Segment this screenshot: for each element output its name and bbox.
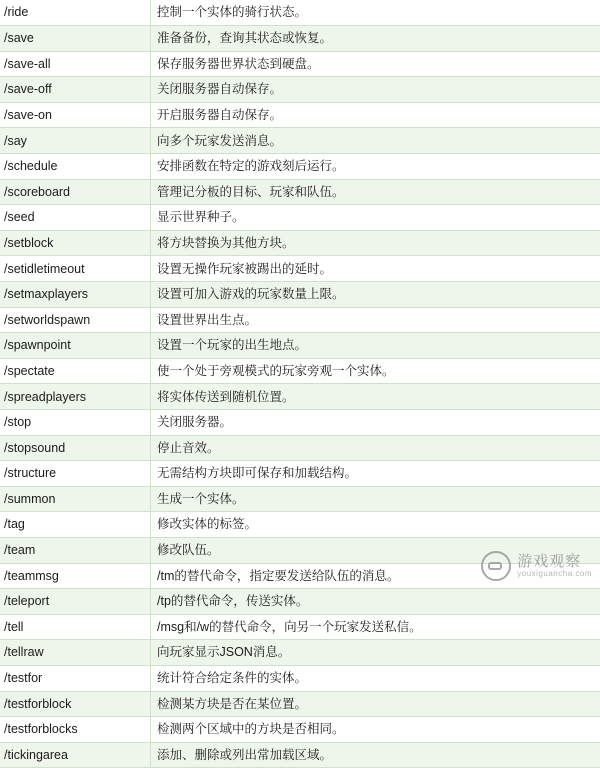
table-row [0, 691, 600, 717]
command-cell: /setworldspawn [0, 307, 151, 333]
description-cell: 统计符合给定条件的实体。 [151, 665, 600, 691]
description-cell: 生成一个实体。 [151, 486, 600, 512]
description-cell: 关闭服务器。 [151, 410, 600, 436]
description-cell: 将方块替换为其他方块。 [151, 230, 600, 256]
command-cell: /spreadplayers [0, 384, 151, 410]
description-cell: 设置一个玩家的出生地点。 [151, 333, 600, 359]
table-row [0, 179, 600, 205]
description-cell: 设置世界出生点。 [151, 307, 600, 333]
command-cell: /teleport [0, 589, 151, 615]
table-row [0, 461, 600, 487]
command-cell: /testforblock [0, 691, 151, 717]
table-row [0, 230, 600, 256]
description-cell: 检测两个区域中的方块是否相同。 [151, 717, 600, 743]
table-row [0, 512, 600, 538]
table-row [0, 665, 600, 691]
description-cell: 设置无操作玩家被踢出的延时。 [151, 256, 600, 282]
description-cell: 向多个玩家发送消息。 [151, 128, 600, 154]
table-row [0, 307, 600, 333]
description-cell: 向玩家显示JSON消息。 [151, 640, 600, 666]
table-row [0, 102, 600, 128]
watermark-title: 游戏观察 [517, 554, 592, 570]
command-cell: /teammsg [0, 563, 151, 589]
table-row [0, 717, 600, 743]
table-row [0, 256, 600, 282]
description-cell: 无需结构方块即可保存和加载结构。 [151, 461, 600, 487]
table-row [0, 742, 600, 768]
command-cell: /setidletimeout [0, 256, 151, 282]
command-cell: /save-on [0, 102, 151, 128]
description-cell: 使一个处于旁观模式的玩家旁观一个实体。 [151, 358, 600, 384]
table-row [0, 410, 600, 436]
command-cell: /say [0, 128, 151, 154]
table-row [0, 154, 600, 180]
description-cell: 保存服务器世界状态到硬盘。 [151, 51, 600, 77]
description-cell: 开启服务器自动保存。 [151, 102, 600, 128]
command-cell: /testfor [0, 665, 151, 691]
command-cell: /stop [0, 410, 151, 436]
watermark-subtitle: youxiguancha.com [517, 570, 592, 578]
command-cell: /structure [0, 461, 151, 487]
table-row [0, 128, 600, 154]
description-cell: 停止音效。 [151, 435, 600, 461]
table-row [0, 26, 600, 52]
command-cell: /setblock [0, 230, 151, 256]
command-cell: /team [0, 537, 151, 563]
command-cell: /save [0, 26, 151, 52]
description-cell: /msg和/w的替代命令，向另一个玩家发送私信。 [151, 614, 600, 640]
description-cell: /tp的替代命令，传送实体。 [151, 589, 600, 615]
command-cell: /spawnpoint [0, 333, 151, 359]
command-cell: /save-off [0, 77, 151, 103]
description-cell: 准备备份，查询其状态或恢复。 [151, 26, 600, 52]
table-row [0, 486, 600, 512]
table-row [0, 358, 600, 384]
table-row [0, 205, 600, 231]
command-cell: /spectate [0, 358, 151, 384]
description-cell: 检测某方块是否在某位置。 [151, 691, 600, 717]
command-cell: /save-all [0, 51, 151, 77]
table-row [0, 640, 600, 666]
table-row [0, 614, 600, 640]
table-row [0, 537, 600, 563]
command-cell: /tell [0, 614, 151, 640]
table-row [0, 589, 600, 615]
table-row [0, 77, 600, 103]
description-cell: 显示世界种子。 [151, 205, 600, 231]
table-row [0, 333, 600, 359]
command-cell: /setmaxplayers [0, 282, 151, 308]
description-cell: 控制一个实体的骑行状态。 [151, 0, 600, 26]
description-cell: /tm的替代命令，指定要发送给队伍的消息。 [151, 563, 600, 589]
description-cell: 安排函数在特定的游戏刻后运行。 [151, 154, 600, 180]
description-cell: 关闭服务器自动保存。 [151, 77, 600, 103]
table-row [0, 384, 600, 410]
description-cell: 修改队伍。 [151, 537, 600, 563]
command-cell: /seed [0, 205, 151, 231]
command-cell: /stopsound [0, 435, 151, 461]
description-cell: 将实体传送到随机位置。 [151, 384, 600, 410]
table-row [0, 563, 600, 589]
table-row [0, 51, 600, 77]
command-cell: /testforblocks [0, 717, 151, 743]
command-cell: /tellraw [0, 640, 151, 666]
command-cell: /tickingarea [0, 742, 151, 768]
command-cell: /tag [0, 512, 151, 538]
table-row [0, 435, 600, 461]
table-row [0, 282, 600, 308]
command-cell: /schedule [0, 154, 151, 180]
command-cell: /ride [0, 0, 151, 26]
command-cell: /scoreboard [0, 179, 151, 205]
description-cell: 添加、删除或列出常加载区域。 [151, 742, 600, 768]
description-cell: 设置可加入游戏的玩家数量上限。 [151, 282, 600, 308]
description-cell: 管理记分板的目标、玩家和队伍。 [151, 179, 600, 205]
description-cell: 修改实体的标签。 [151, 512, 600, 538]
table-row [0, 0, 600, 26]
command-cell: /summon [0, 486, 151, 512]
